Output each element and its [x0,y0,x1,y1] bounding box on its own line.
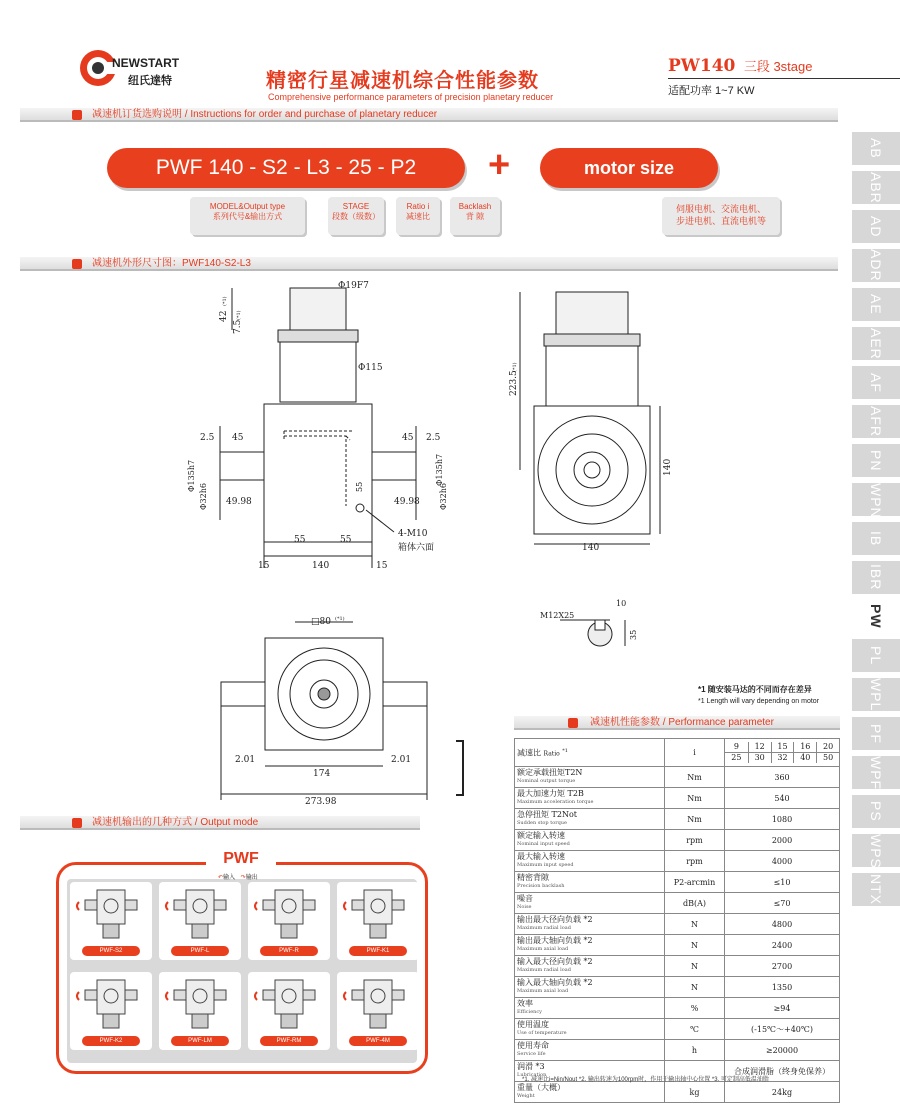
section-bar-output [20,816,420,830]
param-name-cell [515,809,665,830]
dim-140-side-v: 140 [663,458,673,476]
param-sub: Noise [517,904,532,910]
dim-273-98: 273.98 [305,797,337,807]
reducer-icon [159,882,241,946]
dim-phi135h7-right: Φ135h7 [435,453,444,486]
side-tab-wpl[interactable]: WPL [852,678,900,714]
model-power: 适配功率 1~7 KW [668,85,755,97]
param-sub: Lubrication [517,1072,547,1078]
param-name: 使用寿命 [517,1041,549,1050]
side-tab-adr[interactable]: ADR [852,249,900,285]
reducer-icon [337,972,419,1036]
ratio-value: 50 [816,753,839,763]
dim-phi19f7: Φ19F7 [338,281,369,291]
param-unit: ℃ [665,1019,725,1040]
label-model [190,197,305,235]
table-row [515,914,840,935]
ratio-value: 9 [733,742,739,751]
param-value: ≤10 [725,872,840,893]
param-name-cell [515,935,665,956]
param-name-cell [515,893,665,914]
ratio-unit: i [665,739,725,767]
side-tab-wps[interactable]: WPS [852,834,900,870]
param-name: 效率 [517,999,533,1008]
ratio-value: 25 [731,753,742,762]
table-row [515,809,840,830]
dim-7-5-note: (*1) [236,310,242,320]
label-ratio [396,197,440,235]
ratio-value: 16 [793,742,816,752]
param-name: 输入最大轴向负载 *2 [517,978,593,987]
dim-2-5-right: 2.5 [426,433,441,443]
dim-7-5: 7.5 [233,319,243,334]
dim-2-01-right: 2.01 [391,755,412,765]
param-unit: N [665,956,725,977]
note-1-en: *1 Length will vary depending on motor [698,698,820,705]
param-unit: P2-arcmin [665,872,725,893]
mode-label: PWF-R [260,946,318,956]
section-title-dims: 减速机外形尺寸图：PWF140-S2-L3 [92,258,251,269]
legend-output: 输出 [245,875,258,881]
section-title-perf: 减速机性能参数 / Performance parameter [590,717,774,728]
dim-phi32h6-right: Φ32h6 [439,483,448,510]
dim-55-v: 55 [355,481,364,492]
section-bar-order [20,108,838,122]
param-value: 24kg [725,1082,840,1103]
param-unit: rpm [665,830,725,851]
side-tab-pl[interactable]: PL [852,639,900,675]
table-row [515,788,840,809]
ratio-value: 15 [771,742,794,752]
param-value: 2400 [725,935,840,956]
param-name: 输入最大径向负载 *2 [517,957,593,966]
param-name-cell [515,977,665,998]
mode-label: PWF-RM [260,1036,318,1046]
param-name-cell [515,1040,665,1061]
label-stage-en: STAGE [342,202,370,211]
param-name-cell [515,767,665,788]
output-mode-card [337,882,419,960]
table-row [515,1082,840,1103]
param-unit: Nm [665,809,725,830]
table-row [515,872,840,893]
param-name-cell [515,1082,665,1103]
page-title-cn: 精密行星减速机综合性能参数 [266,70,539,92]
param-unit: N [665,935,725,956]
dim-80: □80 [311,617,331,627]
legend-input: 输入 [223,875,236,881]
table-row [515,1019,840,1040]
dim-140: 140 [312,561,330,571]
ratio-name: 减速比 [517,748,541,758]
ratio-value: 40 [793,753,816,763]
param-name: 最大加速力矩 T2B [517,789,584,798]
param-sub: Maximum acceleration torque [517,799,594,805]
param-name-cell [515,914,665,935]
param-sub: Nominal output torque [517,778,576,784]
section-marker [72,110,82,120]
shaft-detail-drawing [540,596,640,656]
ratio-value: 20 [816,742,839,752]
param-name: 额定承载扭矩T2N [517,768,583,777]
param-unit: N [665,977,725,998]
dim-phi115: Φ115 [358,363,383,373]
table-row [515,935,840,956]
side-tab-wpn[interactable]: WPN [852,483,900,519]
table-row [515,977,840,998]
dim-35: 35 [629,629,638,640]
top-view-drawing [215,610,465,810]
ratio-value: 30 [748,753,771,763]
order-code-pill [107,148,465,188]
side-tab-wpf[interactable]: WPF [852,756,900,792]
param-sub: Efficiency [517,1009,543,1015]
table-row [515,851,840,872]
mode-label: PWF-S2 [82,946,140,956]
label-backlash-cn: 背 隙 [465,212,485,221]
dim-15-right: 15 [376,561,388,571]
plus-sign: + [488,144,511,186]
param-unit: Nm [665,767,725,788]
dim-140-side-h: 140 [582,543,600,553]
table-row [515,998,840,1019]
dim-42: 42 [219,310,229,322]
reducer-icon [70,882,152,946]
dim-m12: M12X25 [540,611,575,620]
ratio-value: 32 [771,753,794,763]
param-sub: Sudden stop torque [517,820,567,826]
output-mode-card [70,972,152,1050]
output-mode-card [248,972,330,1050]
param-sub: Weight [517,1093,535,1099]
dim-80-note: (*1) [335,616,345,622]
label-model-en: MODEL&Output type [209,202,286,211]
bracket-mark [456,740,464,796]
output-arrow-icon: ↷ [240,875,246,881]
side-tab-pf[interactable]: PF [852,717,900,753]
dim-m10: 4-M10 [398,529,428,539]
side-tab-ibr[interactable]: IBR [852,561,900,597]
side-tab-afr[interactable]: AFR [852,405,900,441]
dim-174: 174 [313,769,331,779]
param-sub: Nominal input speed [517,841,570,847]
front-view-drawing [180,276,460,576]
output-mode-card [159,882,241,960]
ratio-name-cell [515,739,665,767]
side-tab-ad[interactable]: AD [852,210,900,246]
param-name-cell [515,998,665,1019]
page-title-en: Comprehensive performance parameters of precision planetary reducer [268,92,554,102]
table-row [515,830,840,851]
param-sub: Maximum axial load [517,946,569,952]
side-tab-ae[interactable]: AE [852,288,900,324]
param-unit: % [665,998,725,1019]
side-tab-abr[interactable]: ABR [852,171,900,207]
dim-49-98-left: 49.98 [226,497,252,507]
ratio-value: 12 [748,742,771,752]
ratio-mark: *1 [562,747,568,754]
dim-55-left: 55 [294,535,306,545]
param-unit: Nm [665,788,725,809]
table-row [515,1040,840,1061]
param-name-cell [515,788,665,809]
output-legend [218,872,258,881]
dim-2-5-left: 2.5 [200,433,215,443]
param-unit: kg [665,1082,725,1103]
param-value: 1080 [725,809,840,830]
mode-label: PWF-L [171,946,229,956]
model-stage: 三段 3stage [743,59,813,74]
side-tab-pn[interactable]: PN [852,444,900,480]
input-arrow-icon: ↶ [218,875,224,881]
param-name: 急停扭矩 T2Not [517,810,577,819]
param-value: (-15℃～+40℃) [725,1019,840,1040]
param-sub: Maximum input speed [517,862,574,868]
param-sub: Maximum radial load [517,925,571,931]
model-divider [668,78,900,79]
param-value: ≥20000 [725,1040,840,1061]
section-marker [568,718,578,728]
param-sub: Maximum axial load [517,988,569,994]
param-value: ≥94 [725,998,840,1019]
param-name: 使用温度 [517,1020,549,1029]
section-marker [72,818,82,828]
dim-2-01-left: 2.01 [235,755,256,765]
side-view-drawing [500,286,680,556]
table-row [515,767,840,788]
performance-table [514,738,840,1103]
reducer-icon [248,972,330,1036]
section-title-output: 减速机输出的几种方式 / Output mode [92,817,259,828]
label-backlash-en: Backlash [458,202,492,211]
ratio-values [725,739,840,767]
param-name: 最大输入转速 [517,852,565,861]
dim-45-left: 45 [232,433,244,443]
model-name: PW140 [668,56,736,76]
perf-footnote: *1. 减速比i=Nin/Nout *2. 输出转速为100rpm时，作用于输出轴中心位置 *3. 可定制高低温油脂 [522,1077,769,1083]
section-marker [72,259,82,269]
output-mode-card [337,972,419,1050]
dim-15-left: 15 [258,561,270,571]
brand-name: NEWSTART [112,56,180,70]
label-stage [328,197,384,235]
side-tab-ib[interactable]: IB [852,522,900,558]
dim-m10-note: 箱体六面 [398,543,435,553]
reducer-icon [248,882,330,946]
table-row-ratio [515,739,840,767]
reducer-icon [337,882,419,946]
label-backlash [450,197,500,235]
param-value: 360 [725,767,840,788]
model-block [668,56,900,98]
side-tab-aer[interactable]: AER [852,327,900,363]
param-value: 540 [725,788,840,809]
dim-49-98-right: 49.98 [394,497,420,507]
output-mode-card [248,882,330,960]
dim-phi135h7-left: Φ135h7 [187,459,196,492]
param-value: 1350 [725,977,840,998]
table-row [515,893,840,914]
param-name: 重量（大概） [517,1083,565,1092]
param-name-cell [515,1019,665,1040]
param-unit: h [665,1040,725,1061]
output-mode-card [70,882,152,960]
brand-logo [78,48,198,88]
label-model-cn: 系列代号&输出方式 [212,212,283,221]
param-unit: dB(A) [665,893,725,914]
param-name: 输出最大轴向负载 *2 [517,936,593,945]
label-stage-cn: 段数（级数） [332,212,380,221]
dim-55-right: 55 [340,535,352,545]
motor-note-1: 伺服电机、交流电机、 [675,204,766,214]
reducer-icon [70,972,152,1036]
param-name-cell [515,830,665,851]
motor-note-2: 步进电机、直流电机等 [675,216,766,226]
dim-223-5: 223.5 [509,370,519,396]
section-bar-perf [514,716,840,730]
param-name: 额定输入转速 [517,831,565,840]
dim-10: 10 [616,599,627,608]
table-row [515,956,840,977]
output-title: PWF [206,850,276,874]
mode-label: PWF-LM [171,1036,229,1046]
ratio-sub: Ratio [543,750,560,758]
param-name: 精密背隙 [517,873,549,882]
mode-label: PWF-K1 [349,946,407,956]
param-unit: N [665,914,725,935]
param-sub: Precision backlash [517,883,565,889]
side-tab-ntx[interactable]: NTX [852,873,900,909]
param-sub: Use of temperature [517,1030,567,1036]
param-sub: Service life [517,1051,546,1057]
param-value: 4000 [725,851,840,872]
motor-size-pill [540,148,718,188]
side-tab-af[interactable]: AF [852,366,900,402]
param-name: 输出最大径向负载 *2 [517,915,593,924]
brand-subtitle: 纽氏達特 [128,75,172,87]
param-sub: Maximum radial load [517,967,571,973]
param-value: ≤70 [725,893,840,914]
mode-label: PWF-K2 [82,1036,140,1046]
section-bar-dims [20,257,838,271]
mode-label: PWF-4M [349,1036,407,1046]
param-name-cell [515,956,665,977]
dim-45-right: 45 [402,433,414,443]
dim-phi32h6-left: Φ32h6 [199,483,208,510]
param-value: 合成润滑脂（终身免保养） [725,1061,840,1082]
param-name: 噪音 [517,894,533,903]
output-mode-card [159,972,241,1050]
section-title-order: 减速机订货选购说明 / Instructions for order and purchase of planetary reducer [92,109,438,120]
param-value: 2000 [725,830,840,851]
side-tab-ab[interactable]: AB [852,132,900,168]
param-name-cell [515,872,665,893]
label-motor-types [662,197,780,235]
note-1-cn: *1 随安装马达的不同而存在差异 [698,685,812,694]
order-code: PWF 140 - S2 - L3 - 25 - P2 [155,156,417,179]
label-ratio-cn: 减速比 [406,212,430,221]
param-name-cell [515,851,665,872]
side-tab-pw[interactable]: PW [852,600,900,636]
dim-223-5-note: (*1) [512,362,518,372]
param-value: 2700 [725,956,840,977]
dim-42-note: (*1) [222,296,228,306]
motor-size-label: motor size [583,158,675,178]
param-unit: rpm [665,851,725,872]
label-ratio-en: Ratio i [406,202,430,211]
param-name: 润滑 *3 [517,1062,545,1071]
reducer-icon [159,972,241,1036]
side-tab-ps[interactable]: PS [852,795,900,831]
param-value: 4800 [725,914,840,935]
